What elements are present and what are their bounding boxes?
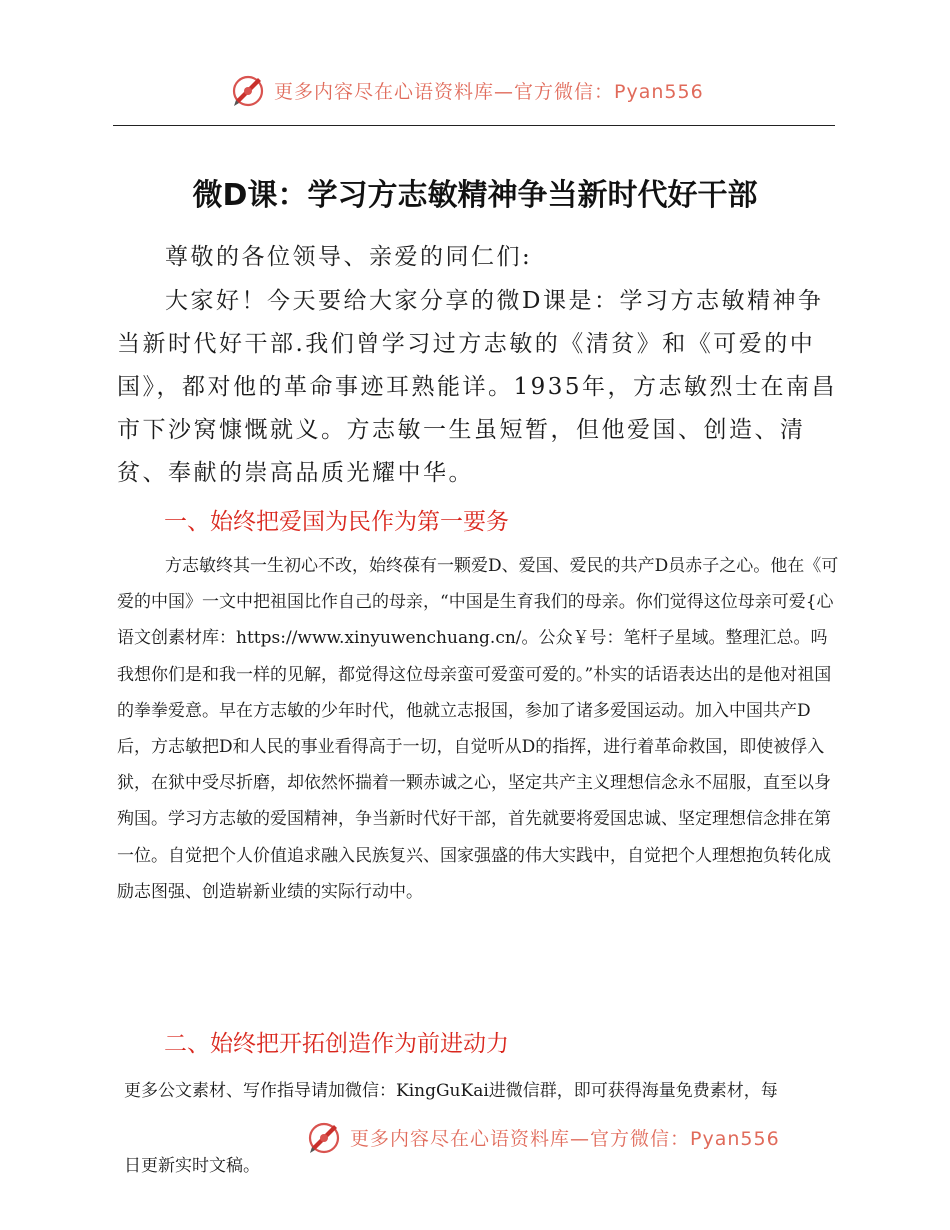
section-heading-2: 二、始终把开拓创造作为前进动力 bbox=[164, 1031, 509, 1057]
salutation-text: 尊敬的各位领导、亲爱的同仁们: bbox=[165, 244, 533, 270]
pen-logo-icon bbox=[228, 70, 268, 110]
header-divider bbox=[113, 125, 835, 126]
section-heading-1: 一、始终把爱国为民作为第一要务 bbox=[164, 509, 509, 535]
salutation bbox=[117, 236, 839, 279]
intro-text: 大家好！今天要给大家分享的微D课是：学习方志敏精神争当新时代好干部.我们曾学习过方志敏的《清贫》和《可爱的中国》，都对他的革命事迹耳熟能详。1935年，方志敏烈士在南昌市下沙窝慷慨就义。方志敏一生虽短暂，但他爱国、创造、清贫、奉献的崇高品质光耀中华。 bbox=[117, 288, 838, 486]
header-watermark-text: 更多内容尽在心语资料库—官方微信：Pyan556 bbox=[274, 80, 704, 103]
footer-promo-line-1: 更多公文素材、写作指导请加微信：KingGuKai进微信群，即可获得海量免费素材，每 bbox=[124, 1081, 778, 1101]
page-header bbox=[228, 70, 704, 110]
footer-watermark-text: 更多内容尽在心语资料库—官方微信：Pyan556 bbox=[350, 1127, 780, 1150]
section-1-body bbox=[117, 548, 839, 910]
footer-promo-line-2: 日更新实时文稿。 bbox=[124, 1156, 260, 1176]
intro-paragraph bbox=[117, 280, 839, 495]
section-1-text: 方志敏终其一生初心不改，始终葆有一颗爱D、爱国、爱民的共产D员赤子之心。他在《可爱的中国》一文中把祖国比作自己的母亲，“中国是生育我们的母亲。你们觉得这位母亲可爱{心语文创素材库：https://www.xinyuwenchuang.cn/。公众￥号：笔杆子星域。整理汇总。吗我想你们是和我一样的见解，都觉得这位母亲蛮可爱蛮可爱的。”朴实的话语表达出的是他对祖国的拳拳爱意。早在方志敏的少年时代，他就立志报国，参加了诸多爱国运动。加入中国共产D后，方志敏把D和人民的事业看得高于一切，自觉听从D的指挥，进行着革命救国，即使被俘入狱，在狱中受尽折磨，却依然怀揣着一颗赤诚之心，坚定共产主义理想信念永不屈服，直至以身殉国。学习方志敏的爱国精神，争当新时代好干部，首先就要将爱国忠诚、坚定理想信念排在第一位。自觉把个人价值追求融入民族复兴、国家强盛的伟大实践中，自觉把个人理想抱负转化成励志图强、创造崭新业绩的实际行动中。 bbox=[117, 556, 839, 902]
pen-logo-icon bbox=[304, 1117, 344, 1157]
document-title: 微D课：学习方志敏精神争当新时代好干部 bbox=[192, 178, 758, 213]
footer-watermark bbox=[304, 1117, 780, 1157]
